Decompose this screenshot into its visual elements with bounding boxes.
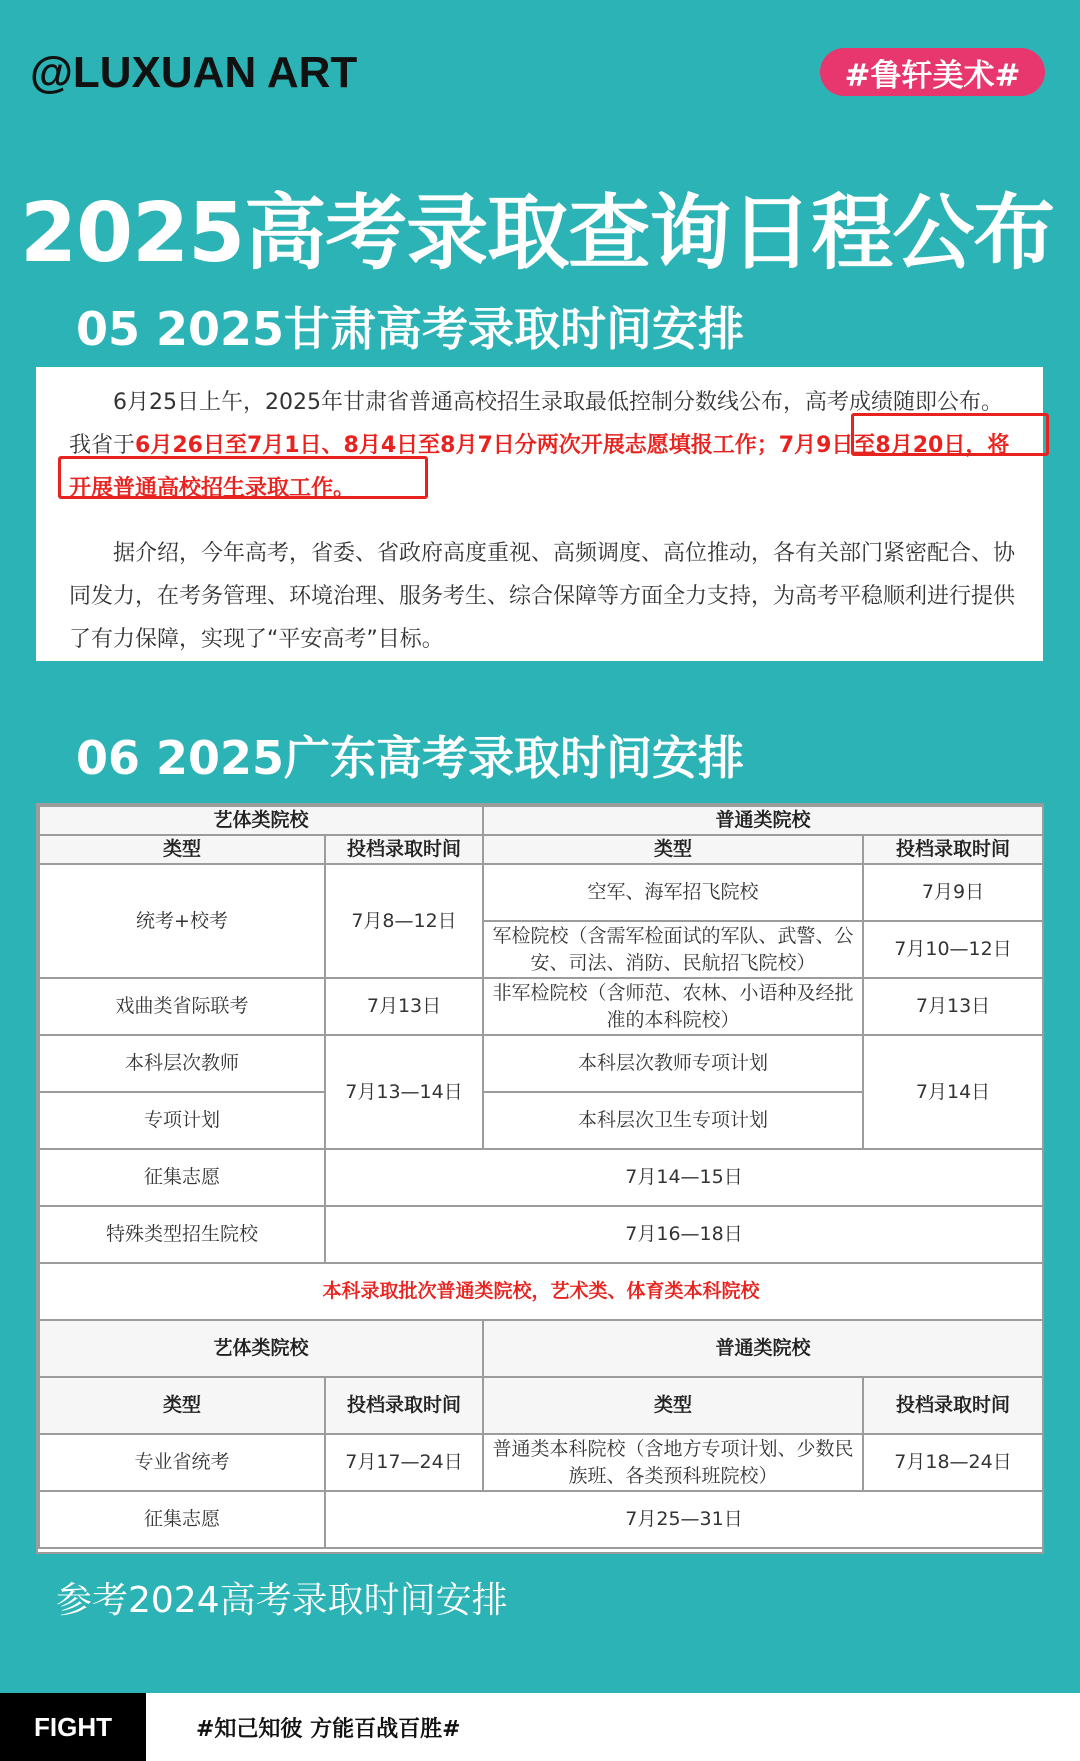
column-header-time: 投档录取时间 bbox=[863, 835, 1043, 864]
gansu-article bbox=[36, 367, 1043, 661]
table-cell: 本科层次教师专项计划 bbox=[483, 1035, 863, 1092]
column-header-type: 类型 bbox=[483, 835, 863, 864]
highlight-frame-2 bbox=[58, 456, 428, 499]
article-paragraph-2: 据介绍，今年高考，省委、省政府高度重视、高频调度、高位推动，各有关部门紧密配合、协同发力，在考务管理、环境治理、服务考生、综合保障等方面全力支持，为高考平稳顺利进行提供了有力保障，实现了“平安高考”目标。 bbox=[69, 541, 1016, 652]
table-cell: 7月8—12日 bbox=[325, 864, 483, 978]
table-cell: 非军检院校（含师范、农林、小语种及经批准的本科院校） bbox=[483, 978, 863, 1035]
column-header-type: 类型 bbox=[39, 1377, 325, 1434]
table-cell: 空军、海军招飞院校 bbox=[483, 864, 863, 921]
table-cell: 本科层次教师 bbox=[39, 1035, 325, 1092]
page-title: 2025高考录取查询日程公布 bbox=[20, 186, 1055, 281]
table-cell: 7月14—15日 bbox=[325, 1149, 1043, 1206]
table-cell: 专业省统考 bbox=[39, 1434, 325, 1491]
column-header-time: 投档录取时间 bbox=[325, 835, 483, 864]
footer-bar bbox=[0, 1693, 1080, 1761]
art-schools-header: 艺体类院校 bbox=[39, 806, 483, 835]
table-cell: 7月10—12日 bbox=[863, 921, 1043, 978]
footer-slogan: #知己知彼 方能百战百胜# bbox=[196, 1716, 461, 1742]
section-title-guangdong: 06 2025广东高考录取时间安排 bbox=[76, 731, 745, 785]
general-schools-header: 普通类院校 bbox=[483, 806, 1043, 835]
table-cell: 普通类本科院校（含地方专项计划、少数民族班、各类预科班院校） bbox=[483, 1434, 863, 1491]
table-cell: 特殊类型招生院校 bbox=[39, 1206, 325, 1263]
general-schools-header: 普通类院校 bbox=[483, 1320, 1043, 1377]
table-cell: 7月13日 bbox=[863, 978, 1043, 1035]
reference-note: 参考2024高考录取时间安排 bbox=[56, 1580, 508, 1621]
brand-handle: @LUXUAN ART bbox=[30, 48, 358, 97]
table-cell: 7月13日 bbox=[325, 978, 483, 1035]
highlight-text-1: 6月26日至7月1日、8月4日至8月7日分两次开展志愿填报工作； bbox=[135, 433, 779, 458]
hashtag-badge: #鲁轩美术# bbox=[820, 48, 1045, 96]
section-title-gansu: 05 2025甘肃高考录取时间安排 bbox=[76, 302, 745, 356]
table-cell: 7月17—24日 bbox=[325, 1434, 483, 1491]
table-note: 本科录取批次普通类院校，艺术类、体育类本科院校 bbox=[39, 1263, 1043, 1320]
table-cell: 军检院校（含需军检面试的军队、武警、公安、司法、消防、民航招飞院校） bbox=[483, 921, 863, 978]
table-cell: 专项计划 bbox=[39, 1092, 325, 1149]
table-cell: 7月25—31日 bbox=[325, 1491, 1043, 1548]
guangdong-schedule-table bbox=[36, 803, 1044, 1554]
table-cell: 征集志愿 bbox=[39, 1491, 325, 1548]
table-cell: 7月14日 bbox=[863, 1035, 1043, 1149]
column-header-type: 类型 bbox=[483, 1377, 863, 1434]
table-cell: 7月13—14日 bbox=[325, 1035, 483, 1149]
table-cell: 戏曲类省际联考 bbox=[39, 978, 325, 1035]
column-header-time: 投档录取时间 bbox=[863, 1377, 1043, 1434]
column-header-type: 类型 bbox=[39, 835, 325, 864]
table-cell: 7月16—18日 bbox=[325, 1206, 1043, 1263]
table-cell: 征集志愿 bbox=[39, 1149, 325, 1206]
column-header-time: 投档录取时间 bbox=[325, 1377, 483, 1434]
highlight-frame-1 bbox=[851, 413, 1049, 456]
table-cell: 统考+校考 bbox=[39, 864, 325, 978]
table-cell: 7月18—24日 bbox=[863, 1434, 1043, 1491]
art-schools-header: 艺体类院校 bbox=[39, 1320, 483, 1377]
footer-fight-label: FIGHT bbox=[0, 1693, 146, 1761]
highlight-text-2: 7月9日至8月20日，将开展普通高校招生录取工作。 bbox=[69, 433, 1010, 501]
table-cell: 7月9日 bbox=[863, 864, 1043, 921]
table-cell: 本科层次卫生专项计划 bbox=[483, 1092, 863, 1149]
paragraph-text: 6月25日上午，2025年甘肃省普通高校招生录取最低控制分数线公布，高考成绩随即公布。我省于 bbox=[69, 390, 1003, 458]
